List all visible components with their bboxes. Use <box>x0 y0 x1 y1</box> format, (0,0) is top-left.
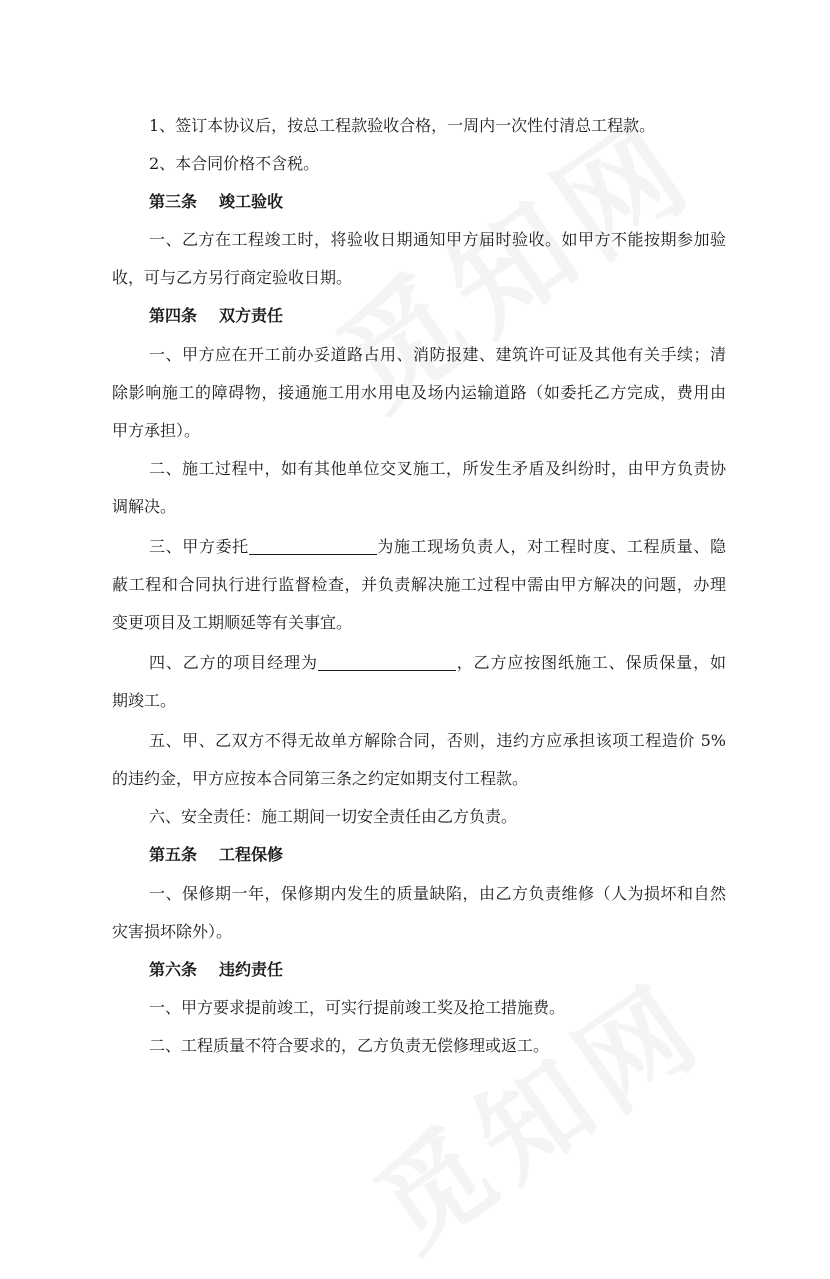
project-manager-blank[interactable] <box>318 652 456 671</box>
article-6-heading <box>149 958 763 982</box>
article-4-para-2-line-1: 二、施工过程中，如有其他单位交叉施工，所发生矛盾及纠纷时，由甲方负责协 <box>149 459 726 478</box>
payment-clause-2: 2、本合同价格不含税。 <box>149 154 320 173</box>
article-6-title: 违约责任 <box>219 960 284 979</box>
article-4-number: 第四条 <box>149 306 198 325</box>
article-5-heading <box>149 843 763 867</box>
article-4-para-4-suffix: ，乙方应按图纸施工、保质保量，如 <box>455 653 726 672</box>
article-6-para-2: 二、工程质量不符合要求的，乙方负责无偿修理或返工。 <box>149 1036 550 1055</box>
article-5-number: 第五条 <box>149 845 198 864</box>
article-5-para-1-line-1: 一、保修期一年，保修期内发生的质量缺陷，由乙方负责维修（人为损坏和自然 <box>149 884 726 903</box>
article-3-title: 竣工验收 <box>219 192 284 211</box>
article-4-para-6: 六、安全责任：施工期间一切安全责任由乙方负责。 <box>149 807 518 826</box>
article-4-para-1-line-3: 甲方承担）。 <box>112 421 201 440</box>
article-4-para-3-line-2: 蔽工程和合同执行进行监督检查，并负责解决施工过程中需由甲方解决的问题，办理 <box>112 575 726 594</box>
article-4-para-3-line-1 <box>149 535 726 559</box>
article-5-title: 工程保修 <box>219 845 284 864</box>
article-4-title: 双方责任 <box>219 306 284 325</box>
article-3-para-1-line-2: 收，可与乙方另行商定验收日期。 <box>112 268 353 287</box>
article-4-para-4-line-2: 期竣工。 <box>112 691 177 710</box>
article-5-para-1-line-2: 灾害损坏除外）。 <box>112 922 233 941</box>
article-6-para-1: 一、甲方要求提前竣工，可实行提前竣工奖及抢工措施费。 <box>149 998 566 1017</box>
article-4-para-5-line-2: 的违约金，甲方应按本合同第三条之约定如期支付工程款。 <box>112 769 529 788</box>
article-4-para-2-line-2: 调解决。 <box>112 497 177 516</box>
payment-clause-1: 1、签订本协议后，按总工程款验收合格，一周内一次性付清总工程款。 <box>149 116 656 135</box>
article-4-para-4-line-1 <box>149 651 726 675</box>
article-3-number: 第三条 <box>149 192 198 211</box>
supervisor-name-blank[interactable] <box>249 536 377 555</box>
article-6-number: 第六条 <box>149 960 198 979</box>
article-3-para-1-line-1: 一、乙方在工程竣工时，将验收日期通知甲方届时验收。如甲方不能按期参加验 <box>149 230 726 249</box>
article-4-para-1-line-1: 一、甲方应在开工前办妥道路占用、消防报建、建筑许可证及其他有关手续；清 <box>149 345 726 364</box>
article-4-para-3-suffix: 为施工现场负责人，对工程时度、工程质量、隐 <box>376 537 726 556</box>
article-3-heading <box>149 190 763 214</box>
article-4-para-1-line-2: 除影响施工的障碍物，接通施工用水用电及场内运输道路（如委托乙方完成，费用由 <box>112 383 726 402</box>
article-4-para-3-prefix: 三、甲方委托 <box>149 537 249 556</box>
article-4-heading <box>149 304 763 328</box>
watermark-bottom <box>340 940 730 1279</box>
article-4-para-4-prefix: 四、乙方的项目经理为 <box>149 653 318 672</box>
article-4-para-5-line-1: 五、甲、乙双方不得无故单方解除合同，否则，违约方应承担该项工程造价 5% <box>149 731 726 750</box>
article-4-para-3-line-3: 变更项目及工期顺延等有关事宜。 <box>112 613 353 632</box>
